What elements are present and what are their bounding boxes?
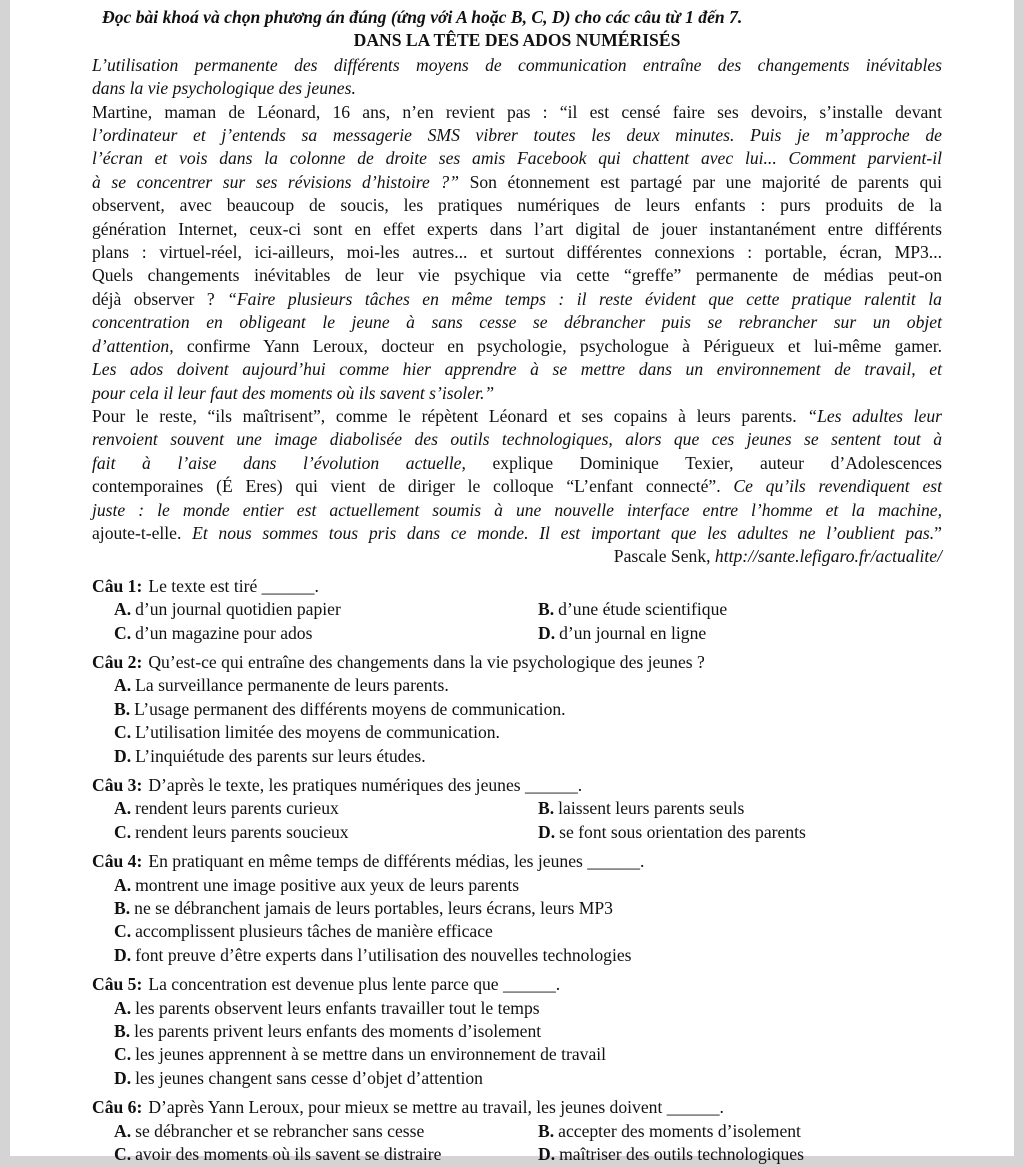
question-number: Câu 1: xyxy=(92,575,143,596)
question-5 xyxy=(92,973,942,1090)
paragraph-line: Martine, maman de Léonard, 16 ans, n’en revient pas : “il est censé faire ses devoirs, s’installe devant xyxy=(92,101,942,122)
paragraph-line: l’ordinateur et j’entends sa messagerie SMS vibrer toutes les deux minutes. Puis je m’approche de xyxy=(92,125,942,146)
instruction: Đọc bài khoá và chọn phương án đúng (ứng với A hoặc B, C, D) cho các câu từ 1 đến 7. xyxy=(102,7,743,27)
article-title: DANS LA TÊTE DES ADOS NUMÉRISÉS xyxy=(353,30,681,51)
question-text: D’après Yann Leroux, pour mieux se mettre au travail, les jeunes doivent ______. xyxy=(148,1097,724,1118)
option-b[interactable]: B. ne se débranchent jamais de leurs portables, leurs écrans, leurs MP3 xyxy=(114,898,613,919)
question-1 xyxy=(92,575,942,645)
option-c[interactable]: C. accomplissent plusieurs tâches de manière efficace xyxy=(114,921,493,942)
options xyxy=(92,674,942,768)
paragraph-line: pour cela il leur faut des moments où ils savent s’isoler.” xyxy=(92,382,495,403)
paragraph-line: génération Internet, ceux-ci sont en effet experts dans l’art digital de jouer instantanément entre différents xyxy=(92,218,942,239)
paragraph-3 xyxy=(92,405,942,545)
paragraph-line: fait à l’aise dans l’évolution actuelle, explique Dominique Texier, auteur d’Adolescences xyxy=(92,452,942,473)
paragraph-line: renvoient souvent une image diabolisée des outils technologiques, alors que ces jeunes se sentent tout à xyxy=(92,429,942,450)
paragraph-line: plans : virtuel-réel, ici-ailleurs, moi-les autres... et surtout différentes connexions : portable, écran, MP3... xyxy=(92,242,942,263)
source-author: Pascale Senk, xyxy=(613,546,715,567)
source-url: http://sante.lefigaro.fr/actualite/ xyxy=(714,546,942,567)
question-text: Qu’est-ce qui entraîne des changements dans la vie psychologique des jeunes ? xyxy=(148,651,705,672)
option-a[interactable]: A. d’un journal quotidien papier xyxy=(114,599,341,620)
question-number: Câu 5: xyxy=(92,974,143,995)
paragraph-line: ajoute-t-elle. Et nous sommes tous pris dans ce monde. Il est important que les adultes ne l’oublient pas.” xyxy=(92,522,942,543)
paragraph-line: Quels changements inévitables de leur vie psychique via cette “greffe” permanente de médias peut-on xyxy=(92,265,942,286)
option-d[interactable]: D. font preuve d’être experts dans l’utilisation des nouvelles technologies xyxy=(114,944,632,965)
option-c[interactable]: C. les jeunes apprennent à se mettre dans un environnement de travail xyxy=(114,1044,607,1065)
option-d[interactable]: D. les jeunes changent sans cesse d’objet d’attention xyxy=(114,1067,483,1088)
option-c[interactable]: C. d’un magazine pour ados xyxy=(114,622,313,643)
paragraph-line: Pour le reste, “ils maîtrisent”, comme le répètent Léonard et ses copains à leurs parents. “Les adultes leur xyxy=(92,405,942,426)
source-citation xyxy=(92,545,942,568)
option-a[interactable]: A. montrent une image positive aux yeux de leurs parents xyxy=(114,874,520,895)
option-b[interactable]: B. les parents privent leurs enfants des moments d’isolement xyxy=(114,1021,542,1042)
question-number: Câu 3: xyxy=(92,775,143,795)
question-number: Câu 4: xyxy=(92,851,143,872)
question-text: D’après le texte, les pratiques numériques des jeunes ______. xyxy=(148,775,583,795)
question-number: Câu 6: xyxy=(92,1097,143,1118)
options xyxy=(92,598,942,645)
paragraph-line: l’écran et vois dans la colonne de droite ses amis Facebook qui chattent avec lui... Comment parvient-il xyxy=(92,148,942,169)
option-a[interactable]: A. se débrancher et se rebrancher sans cesse xyxy=(114,1120,425,1141)
option-d[interactable]: D. se font sous orientation des parents xyxy=(538,821,806,842)
option-c[interactable]: C. rendent leurs parents soucieux xyxy=(114,821,349,842)
paragraph-line: contemporaines (É Eres) qui vient de diriger le colloque “L’enfant connecté”. Ce qu’ils revendiquent est xyxy=(92,476,942,497)
paragraph-line: juste : le monde entier est actuellement soumis à une nouvelle interface entre l’homme et la machine, xyxy=(92,499,942,520)
option-c[interactable]: C. L’utilisation limitée des moyens de communication. xyxy=(114,722,500,743)
option-b[interactable]: B. laissent leurs parents seuls xyxy=(538,798,745,819)
paragraph-line: d’attention, confirme Yann Leroux, docteur en psychologie, psychologue à Périgueux et lui-même gamer. xyxy=(92,335,942,356)
paragraph-1 xyxy=(92,101,942,265)
option-d[interactable]: D. L’inquiétude des parents sur leurs études. xyxy=(114,745,426,766)
option-a[interactable]: A. rendent leurs parents curieux xyxy=(114,798,339,819)
question-2 xyxy=(92,651,942,768)
option-a[interactable]: A. les parents observent leurs enfants travailler tout le temps xyxy=(114,997,540,1018)
option-d[interactable]: D. d’un journal en ligne xyxy=(538,622,707,643)
option-b[interactable]: B. L’usage permanent des différents moyens de communication. xyxy=(114,698,566,719)
option-b[interactable]: B. d’une étude scientifique xyxy=(538,599,728,620)
options xyxy=(92,997,942,1091)
paragraph-line: déjà observer ? “Faire plusieurs tâches en même temps : il reste évident que cette pratique ralentit la xyxy=(92,288,942,309)
document-page xyxy=(10,0,1014,1165)
intro xyxy=(92,54,942,101)
paragraph-2 xyxy=(92,264,942,404)
options xyxy=(92,797,942,844)
question-text: La concentration est devenue plus lente parce que ______. xyxy=(148,974,561,995)
paragraph-line: Les ados doivent aujourd’hui comme hier apprendre à se mettre dans un environnement de travail, et xyxy=(92,359,942,380)
question-number: Câu 2: xyxy=(92,651,143,672)
option-d[interactable]: D. maîtriser des outils technologiques xyxy=(538,1144,804,1165)
option-c[interactable]: C. avoir des moments où ils savent se distraire xyxy=(114,1144,442,1165)
paragraph-line: à se concentrer sur ses révisions d’histoire ?” Son étonnement est partagé par une majorité de parents qui xyxy=(92,171,942,192)
intro-line: dans la vie psychologique des jeunes. xyxy=(92,78,356,99)
question-text: En pratiquant en même temps de différents médias, les jeunes ______. xyxy=(148,851,645,872)
question-3 xyxy=(92,774,942,844)
paragraph-line: concentration en obligeant le jeune à sans cesse se débrancher puis se rebrancher sur un objet xyxy=(92,312,942,333)
question-text: Le texte est tiré ______. xyxy=(148,575,319,596)
option-b[interactable]: B. accepter des moments d’isolement xyxy=(538,1120,801,1141)
question-4 xyxy=(92,850,942,967)
options xyxy=(92,874,942,968)
option-a[interactable]: A. La surveillance permanente de leurs parents. xyxy=(114,675,449,696)
intro-line: L’utilisation permanente des différents moyens de communication entraîne des changements inévitables xyxy=(92,54,942,75)
options xyxy=(92,1120,942,1167)
paragraph-line: observent, avec beaucoup de soucis, les pratiques numériques de leurs enfants : purs produits de la xyxy=(92,195,942,216)
